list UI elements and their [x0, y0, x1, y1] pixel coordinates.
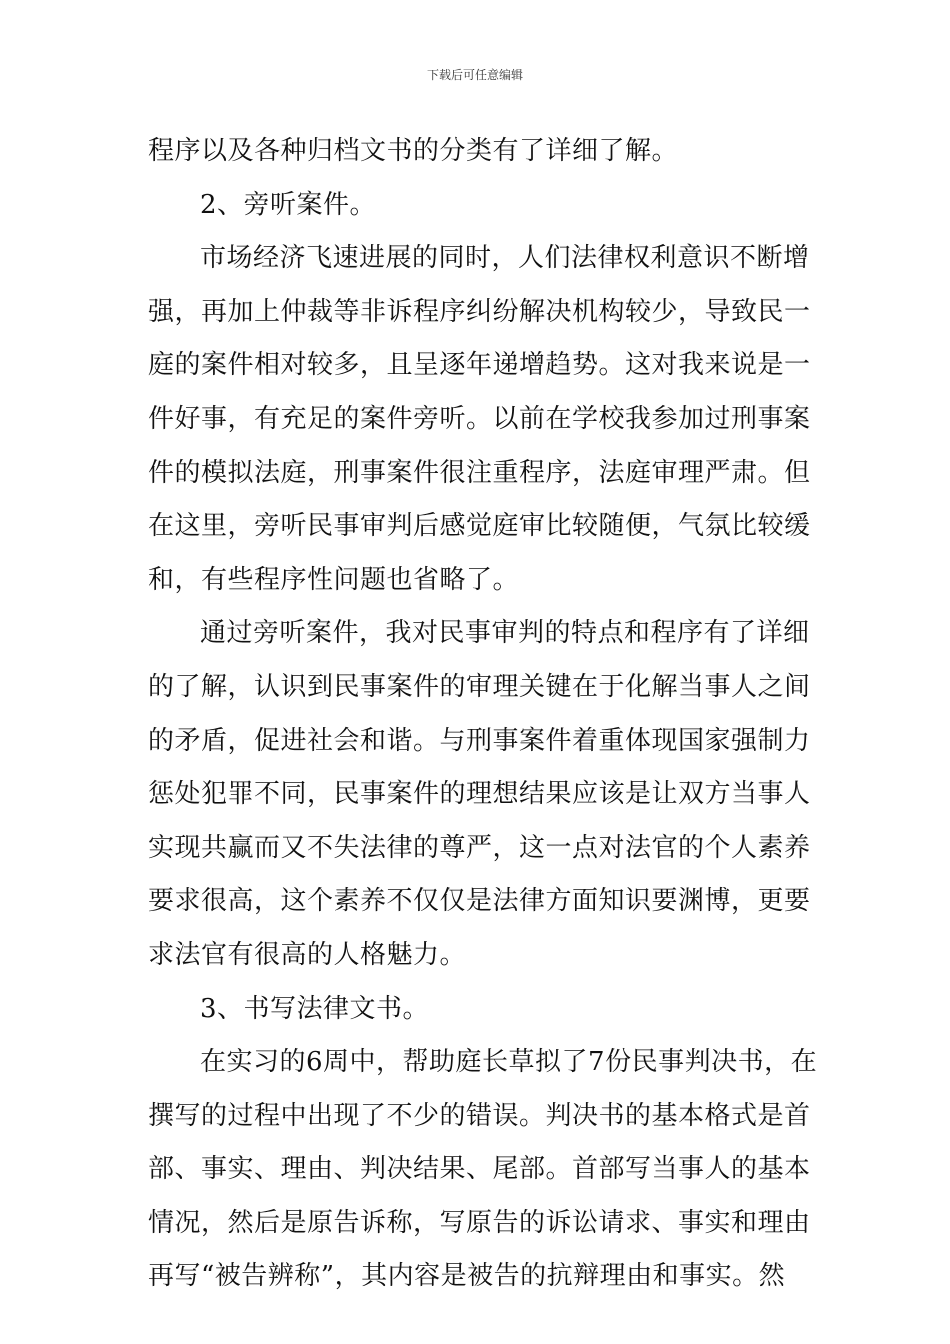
page-header: 下载后可任意编辑	[426, 68, 523, 82]
text-line: 3、书写法律文书。	[200, 993, 430, 1024]
text-line: 的了解，认识到民事案件的审理关键在于化解当事人之间	[148, 671, 811, 702]
text-line: 再写“被告辨称”，其内容是被告的抗辩理由和事实。然	[148, 1261, 786, 1292]
text-line: 和，有些程序性问题也省略了。	[148, 564, 520, 595]
text-line: 程序以及各种归档文书的分类有了详细了解。	[148, 136, 679, 166]
text-line: 要求很高，这个素养不仅仅是法律方面知识要渊博，更要	[148, 886, 811, 917]
text-line: 的矛盾，促进社会和谐。与刑事案件着重体现国家强制力	[148, 725, 811, 756]
text-line: 2、旁听案件。	[200, 189, 377, 220]
text-line: 件的模拟法庭，刑事案件很注重程序，法庭审理严肃。但	[148, 457, 811, 488]
text-line: 市场经济飞速进展的同时，人们法律权利意识不断增	[200, 243, 810, 274]
text-line: 强，再加上仲裁等非诉程序纠纷解决机构较少，导致民一	[148, 296, 811, 327]
text-line: 撰写的过程中出现了不少的错误。判决书的基本格式是首	[148, 1100, 811, 1131]
text-line: 求法官有很高的人格魅力。	[148, 939, 467, 970]
text-line: 实现共赢而又不失法律的尊严，这一点对法官的个人素养	[148, 832, 811, 863]
text-line: 惩处犯罪不同，民事案件的理想结果应该是让双方当事人	[148, 779, 811, 810]
body-text	[148, 125, 818, 1304]
text-line: 庭的案件相对较多，且呈逐年递增趋势。这对我来说是一	[148, 350, 811, 381]
text-line: 部、事实、理由、判决结果、尾部。首部写当事人的基本	[148, 1154, 811, 1185]
text-line: 情况，然后是原告诉称，写原告的诉讼请求、事实和理由	[148, 1207, 811, 1238]
text-line: 通过旁听案件，我对民事审判的特点和程序有了详细	[200, 618, 810, 649]
text-line: 在实习的6周中，帮助庭长草拟了7份民事判决书，在	[200, 1047, 818, 1078]
text-line: 在这里，旁听民事审判后感觉庭审比较随便，气氛比较缓	[148, 511, 811, 542]
text-line: 件好事，有充足的案件旁听。以前在学校我参加过刑事案	[148, 403, 811, 434]
